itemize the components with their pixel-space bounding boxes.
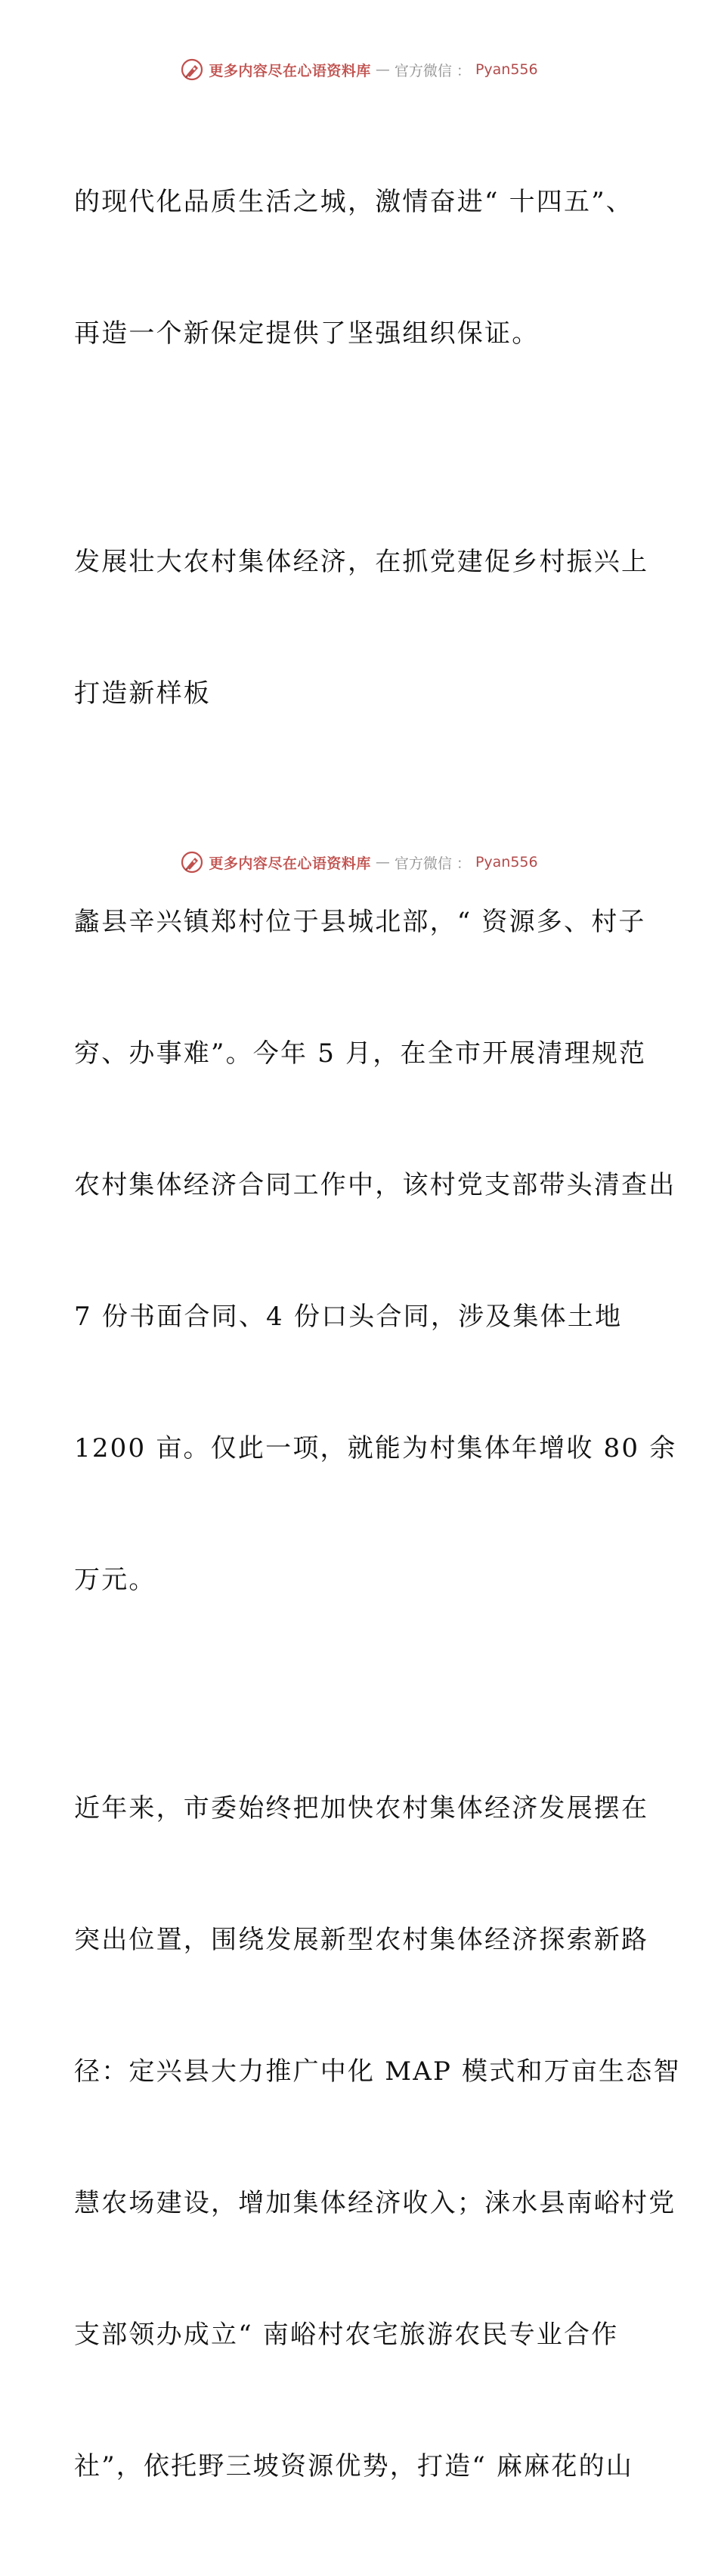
paragraph-2-heading: [74, 452, 648, 803]
paragraph-3: [74, 812, 677, 1690]
text-line: 近年来，市委始终把加快农村集体经济发展摆在: [74, 1793, 649, 1823]
watermark-dash: —: [375, 854, 390, 871]
watermark-label: 官方微信: [394, 855, 452, 872]
text-line: 农村集体经济合同工作中，该村党支部带头清查出: [74, 1170, 676, 1200]
watermark-main-text: 更多内容尽在心语资料库: [209, 62, 371, 79]
text-line: 发展壮大农村集体经济，在抓党建促乡村振兴上: [74, 547, 649, 577]
pen-nib-logo-icon: [180, 850, 204, 874]
watermark-main-text: 更多内容尽在心语资料库: [209, 855, 371, 872]
text-line: 再造一个新保定提供了坚强组织保证。: [74, 318, 540, 349]
text-line: 径：定兴县大力推广中化 MAP 模式和万亩生态智: [74, 2056, 681, 2087]
paragraph-4: [74, 1699, 681, 2576]
document-body: [74, 92, 681, 2576]
pen-nib-logo-icon: [180, 57, 204, 82]
text-line: 慧农场建设，增加集体经济收入；涞水县南峪村党: [74, 2188, 676, 2218]
watermark-wechat-id: Pyan556: [475, 61, 538, 78]
text-line: 的现代化品质生活之城，激情奋进“ 十四五”、: [74, 187, 633, 217]
text-line: 7 份书面合同、4 份口头合同，涉及集体土地: [74, 1302, 623, 1332]
text-line: 支部领办成立“ 南峪村农宅旅游农民专业合作: [74, 2320, 619, 2350]
text-line: 万元。: [74, 1565, 156, 1595]
paragraph-1: [74, 92, 648, 443]
footer-watermark: [0, 847, 718, 877]
text-line: 社”，依托野三坡资源优势，打造“ 麻麻花的山: [74, 2451, 633, 2481]
header-watermark: [0, 54, 718, 85]
text-line: 打造新样板: [74, 678, 211, 709]
watermark-separator: ：: [456, 62, 471, 79]
watermark-wechat-id: Pyan556: [475, 854, 538, 871]
text-line: 穷、办事难”。今年 5 月，在全市开展清理规范: [74, 1038, 647, 1069]
watermark-separator: ：: [456, 855, 471, 872]
text-line: 1200 亩。仅此一项，就能为村集体年增收 80 余: [74, 1433, 677, 1463]
watermark-label: 官方微信: [394, 62, 452, 79]
watermark-dash: —: [375, 61, 390, 78]
text-line: 蠡县辛兴镇郑村位于县城北部，“ 资源多、村子: [74, 907, 646, 937]
text-line: 突出位置，围绕发展新型农村集体经济探索新路: [74, 1925, 649, 1955]
